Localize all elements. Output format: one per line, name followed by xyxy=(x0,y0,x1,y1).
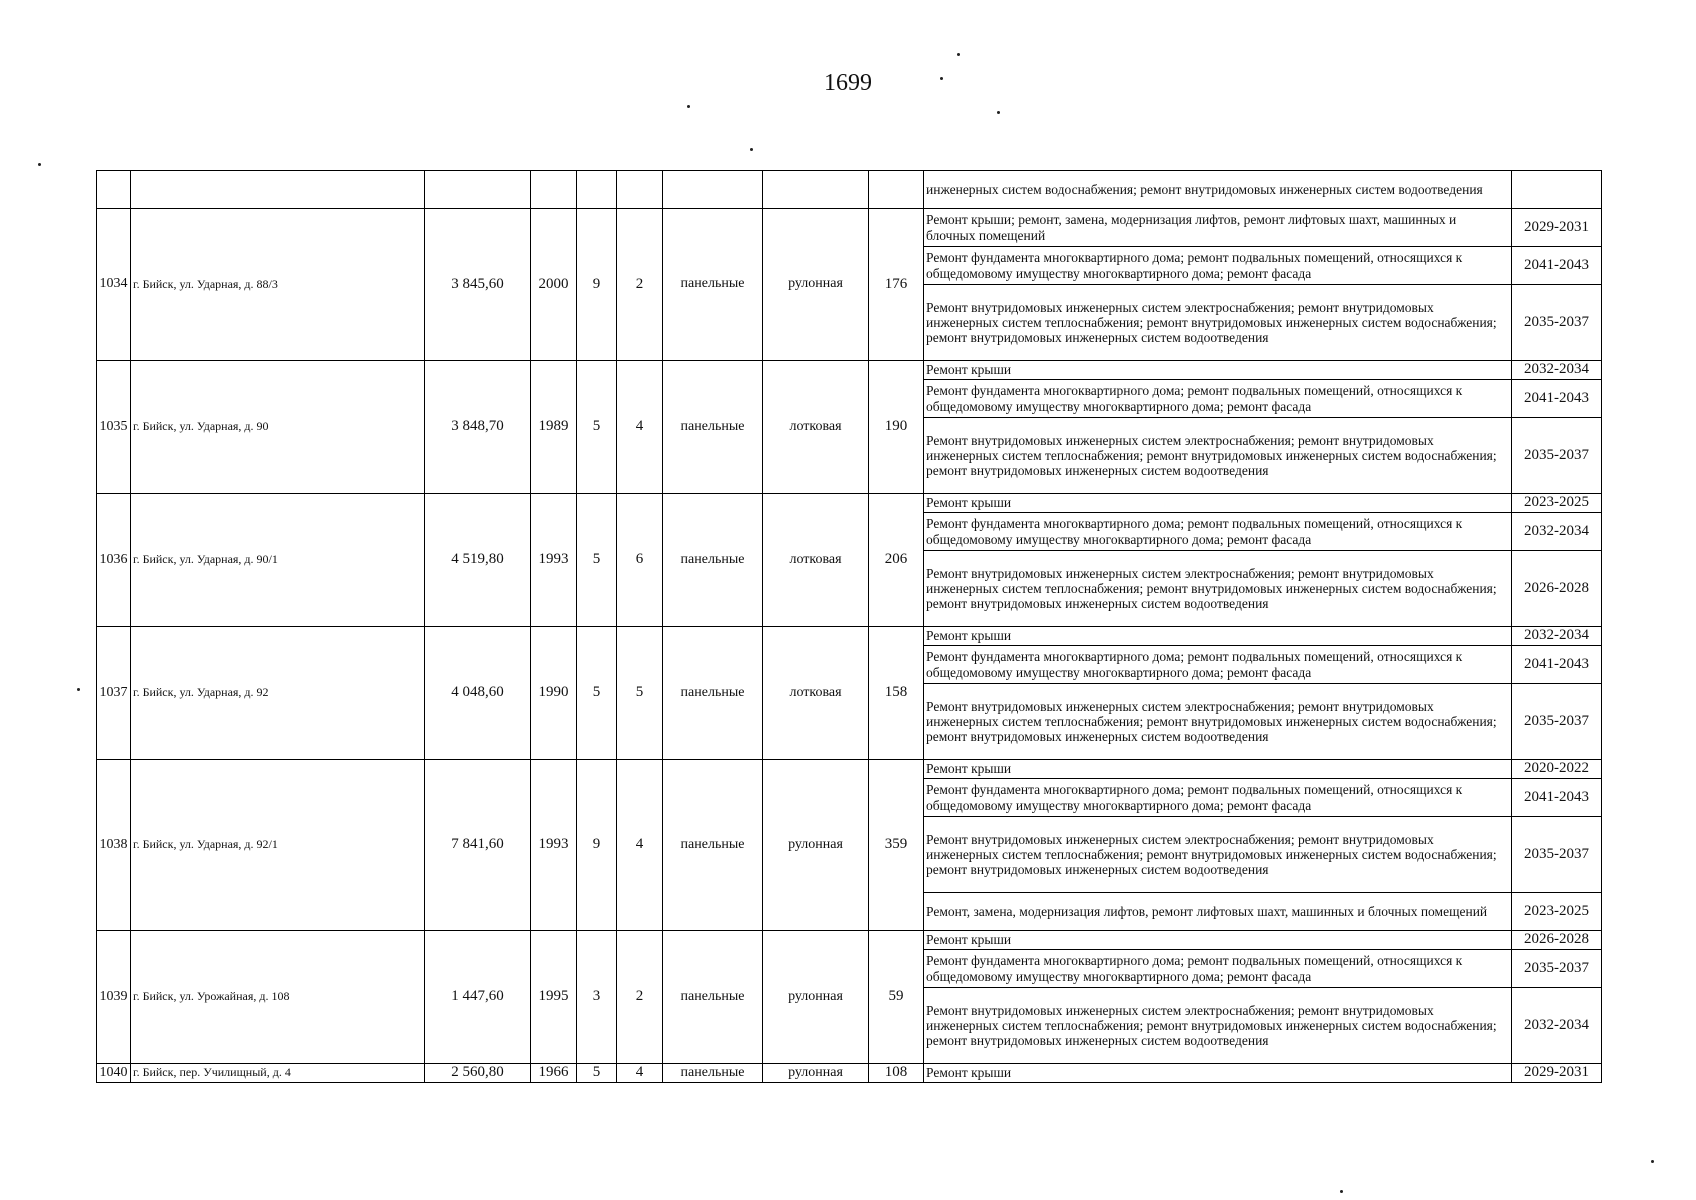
work-period: 2041-2043 xyxy=(1512,646,1602,684)
entrances-count: 4 xyxy=(617,1064,663,1083)
cell-empty xyxy=(663,171,763,209)
work-description: Ремонт внутридомовых инженерных систем электроснабжения; ремонт внутридомовых инженерных систем теплоснабжения; ремонт внутридомовых инженерных систем водоснабжения; ремонт внутридомовых инженерных систем водоотведения xyxy=(924,551,1512,627)
floors-count: 5 xyxy=(577,627,617,760)
scan-speck xyxy=(940,77,943,80)
work-period: 2035-2037 xyxy=(1512,684,1602,760)
wall-material: панельные xyxy=(663,1064,763,1083)
scan-speck xyxy=(38,163,41,166)
roof-type: рулонная xyxy=(763,209,869,361)
work-description: Ремонт фундамента многоквартирного дома; ремонт подвальных помещений, относящихся к общедомовому имуществу многоквартирного дома; ремонт фасада xyxy=(924,779,1512,817)
wall-material: панельные xyxy=(663,760,763,931)
work-description: Ремонт внутридомовых инженерных систем электроснабжения; ремонт внутридомовых инженерных систем теплоснабжения; ремонт внутридомовых инженерных систем водоснабжения; ремонт внутридомовых инженерных систем водоотведения xyxy=(924,285,1512,361)
entrances-count: 2 xyxy=(617,209,663,361)
floors-count: 3 xyxy=(577,931,617,1064)
house-address: г. Бийск, ул. Ударная, д. 92 xyxy=(131,627,425,760)
scan-speck xyxy=(997,111,1000,114)
scan-speck xyxy=(957,53,960,56)
cell-empty xyxy=(97,171,131,209)
house-address: г. Бийск, ул. Ударная, д. 88/3 xyxy=(131,209,425,361)
work-period: 2026-2028 xyxy=(1512,551,1602,627)
work-description: Ремонт внутридомовых инженерных систем электроснабжения; ремонт внутридомовых инженерных систем теплоснабжения; ремонт внутридомовых инженерных систем водоснабжения; ремонт внутридомовых инженерных систем водоотведения xyxy=(924,817,1512,893)
work-period: 2026-2028 xyxy=(1512,931,1602,950)
entrances-count: 4 xyxy=(617,760,663,931)
work-period: 2029-2031 xyxy=(1512,209,1602,247)
housing-repair-table xyxy=(96,170,1602,1083)
house-area: 3 848,70 xyxy=(425,361,531,494)
house-number: 1039 xyxy=(97,931,131,1064)
scan-speck xyxy=(750,148,753,151)
work-period: 2023-2025 xyxy=(1512,494,1602,513)
house-number: 1034 xyxy=(97,209,131,361)
build-year: 1993 xyxy=(531,760,577,931)
work-period: 2032-2034 xyxy=(1512,361,1602,380)
house-address: г. Бийск, пер. Училищный, д. 4 xyxy=(131,1064,425,1083)
house-area: 1 447,60 xyxy=(425,931,531,1064)
apartments-count: 108 xyxy=(869,1064,924,1083)
wall-material: панельные xyxy=(663,931,763,1064)
table-row xyxy=(97,209,1602,247)
apartments-count: 190 xyxy=(869,361,924,494)
cell-empty xyxy=(131,171,425,209)
table-row xyxy=(97,494,1602,513)
house-number: 1036 xyxy=(97,494,131,627)
house-area: 4 048,60 xyxy=(425,627,531,760)
work-description: Ремонт внутридомовых инженерных систем электроснабжения; ремонт внутридомовых инженерных систем теплоснабжения; ремонт внутридомовых инженерных систем водоснабжения; ремонт внутридомовых инженерных систем водоотведения xyxy=(924,418,1512,494)
work-period: 2041-2043 xyxy=(1512,247,1602,285)
work-description: Ремонт фундамента многоквартирного дома; ремонт подвальных помещений, относящихся к общедомовому имуществу многоквартирного дома; ремонт фасада xyxy=(924,646,1512,684)
apartments-count: 206 xyxy=(869,494,924,627)
house-address: г. Бийск, ул. Ударная, д. 92/1 xyxy=(131,760,425,931)
wall-material: панельные xyxy=(663,627,763,760)
work-description: Ремонт внутридомовых инженерных систем электроснабжения; ремонт внутридомовых инженерных систем теплоснабжения; ремонт внутридомовых инженерных систем водоснабжения; ремонт внутридомовых инженерных систем водоотведения xyxy=(924,684,1512,760)
house-number: 1037 xyxy=(97,627,131,760)
entrances-count: 2 xyxy=(617,931,663,1064)
scan-speck xyxy=(1651,1160,1654,1163)
roof-type: лотковая xyxy=(763,361,869,494)
table-row xyxy=(97,627,1602,646)
cell-empty xyxy=(617,171,663,209)
work-description: Ремонт крыши xyxy=(924,627,1512,646)
wall-material: панельные xyxy=(663,209,763,361)
scan-speck xyxy=(1340,1190,1343,1193)
work-description: Ремонт крыши xyxy=(924,361,1512,380)
roof-type: лотковая xyxy=(763,627,869,760)
table-body xyxy=(97,171,1602,1083)
work-description: Ремонт фундамента многоквартирного дома; ремонт подвальных помещений, относящихся к общедомовому имуществу многоквартирного дома; ремонт фасада xyxy=(924,513,1512,551)
cell-empty xyxy=(763,171,869,209)
table-row-continuation xyxy=(97,171,1602,209)
work-period: 2032-2034 xyxy=(1512,988,1602,1064)
work-period: 2032-2034 xyxy=(1512,627,1602,646)
house-number: 1040 xyxy=(97,1064,131,1083)
table-row xyxy=(97,760,1602,779)
apartments-count: 359 xyxy=(869,760,924,931)
table-row xyxy=(97,361,1602,380)
work-period: 2035-2037 xyxy=(1512,285,1602,361)
scan-speck xyxy=(687,105,690,108)
cell-empty xyxy=(577,171,617,209)
work-period: 2035-2037 xyxy=(1512,817,1602,893)
work-description: Ремонт крыши; ремонт, замена, модернизация лифтов, ремонт лифтовых шахт, машинных и блочных помещений xyxy=(924,209,1512,247)
work-description: Ремонт, замена, модернизация лифтов, ремонт лифтовых шахт, машинных и блочных помещений xyxy=(924,893,1512,931)
table-row xyxy=(97,1064,1602,1083)
house-number: 1035 xyxy=(97,361,131,494)
floors-count: 5 xyxy=(577,494,617,627)
work-description: Ремонт фундамента многоквартирного дома; ремонт подвальных помещений, относящихся к общедомовому имуществу многоквартирного дома; ремонт фасада xyxy=(924,247,1512,285)
wall-material: панельные xyxy=(663,494,763,627)
work-period: 2023-2025 xyxy=(1512,893,1602,931)
house-area: 3 845,60 xyxy=(425,209,531,361)
house-area: 4 519,80 xyxy=(425,494,531,627)
apartments-count: 59 xyxy=(869,931,924,1064)
house-address: г. Бийск, ул. Урожайная, д. 108 xyxy=(131,931,425,1064)
roof-type: рулонная xyxy=(763,1064,869,1083)
apartments-count: 158 xyxy=(869,627,924,760)
roof-type: рулонная xyxy=(763,760,869,931)
scan-speck xyxy=(77,688,80,691)
cell-empty xyxy=(869,171,924,209)
house-number: 1038 xyxy=(97,760,131,931)
entrances-count: 4 xyxy=(617,361,663,494)
work-period: 2041-2043 xyxy=(1512,779,1602,817)
work-description: Ремонт фундамента многоквартирного дома; ремонт подвальных помещений, относящихся к общедомовому имуществу многоквартирного дома; ремонт фасада xyxy=(924,950,1512,988)
build-year: 1993 xyxy=(531,494,577,627)
work-description: инженерных систем водоснабжения; ремонт внутридомовых инженерных систем водоотведения xyxy=(924,171,1512,209)
table-row xyxy=(97,931,1602,950)
build-year: 1990 xyxy=(531,627,577,760)
build-year: 2000 xyxy=(531,209,577,361)
work-description: Ремонт фундамента многоквартирного дома; ремонт подвальных помещений, относящихся к общедомовому имуществу многоквартирного дома; ремонт фасада xyxy=(924,380,1512,418)
work-period: 2032-2034 xyxy=(1512,513,1602,551)
floors-count: 5 xyxy=(577,1064,617,1083)
work-description: Ремонт крыши xyxy=(924,1064,1512,1083)
build-year: 1989 xyxy=(531,361,577,494)
floors-count: 5 xyxy=(577,361,617,494)
wall-material: панельные xyxy=(663,361,763,494)
apartments-count: 176 xyxy=(869,209,924,361)
work-description: Ремонт внутридомовых инженерных систем электроснабжения; ремонт внутридомовых инженерных систем теплоснабжения; ремонт внутридомовых инженерных систем водоснабжения; ремонт внутридомовых инженерных систем водоотведения xyxy=(924,988,1512,1064)
roof-type: лотковая xyxy=(763,494,869,627)
work-description: Ремонт крыши xyxy=(924,494,1512,513)
roof-type: рулонная xyxy=(763,931,869,1064)
cell-empty xyxy=(531,171,577,209)
work-period: 2035-2037 xyxy=(1512,418,1602,494)
work-period: 2041-2043 xyxy=(1512,380,1602,418)
house-address: г. Бийск, ул. Ударная, д. 90/1 xyxy=(131,494,425,627)
work-period xyxy=(1512,171,1602,209)
entrances-count: 5 xyxy=(617,627,663,760)
cell-empty xyxy=(425,171,531,209)
work-description: Ремонт крыши xyxy=(924,931,1512,950)
work-period: 2020-2022 xyxy=(1512,760,1602,779)
floors-count: 9 xyxy=(577,760,617,931)
house-area: 7 841,60 xyxy=(425,760,531,931)
page-number: 1699 xyxy=(824,70,872,96)
house-area: 2 560,80 xyxy=(425,1064,531,1083)
build-year: 1995 xyxy=(531,931,577,1064)
house-address: г. Бийск, ул. Ударная, д. 90 xyxy=(131,361,425,494)
work-period: 2029-2031 xyxy=(1512,1064,1602,1083)
work-description: Ремонт крыши xyxy=(924,760,1512,779)
floors-count: 9 xyxy=(577,209,617,361)
entrances-count: 6 xyxy=(617,494,663,627)
build-year: 1966 xyxy=(531,1064,577,1083)
work-period: 2035-2037 xyxy=(1512,950,1602,988)
